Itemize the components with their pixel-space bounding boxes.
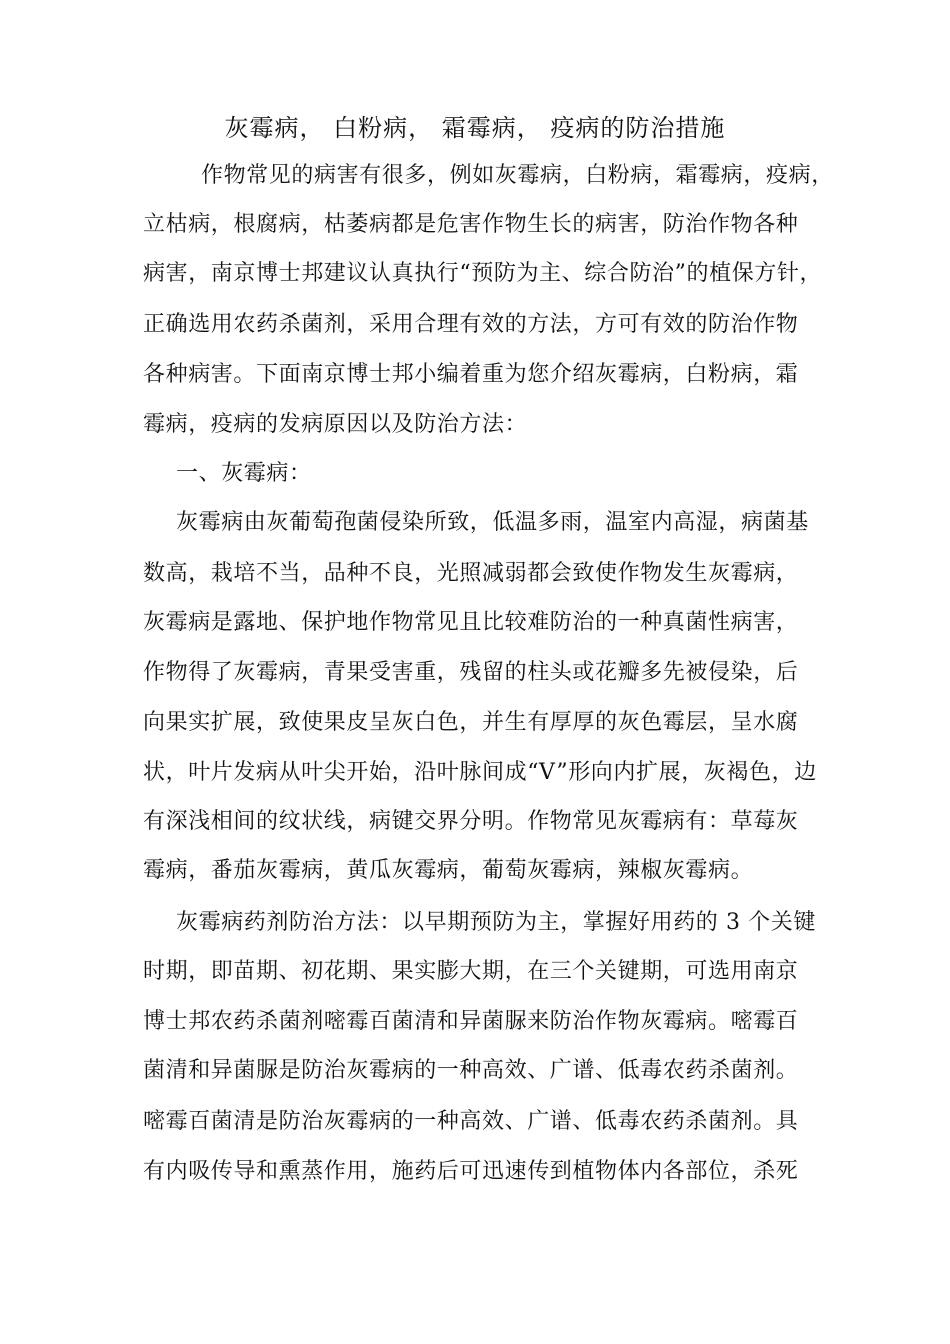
paragraph-line: 作物常见的病害有很多，例如灰霉病，白粉病，霜霉病，疫病， [201, 163, 834, 188]
paragraph-line: 嘧霉百菌清是防治灰霉病的一种高效、广谱、低毒农药杀菌剂。具 [143, 1109, 799, 1134]
paragraph-line: 灰霉病药剂防治方法：以早期预防为主，掌握好用药的 3 个关键 [176, 910, 816, 935]
paragraph-line: 各种病害。下面南京博士邦小编着重为您介绍灰霉病，白粉病，霜 [143, 362, 799, 387]
paragraph-line: 病害，南京博士邦建议认真执行“预防为主、综合防治”的植保方针， [143, 261, 823, 286]
paragraph-line: 数高，栽培不当，品种不良，光照减弱都会致使作物发生灰霉病， [143, 561, 799, 586]
section-heading: 一、灰霉病： [176, 461, 312, 486]
paragraph-line: 作物得了灰霉病，青果受害重，残留的柱头或花瓣多先被侵染，后 [143, 660, 799, 685]
document-title: 灰霉病， 白粉病， 霜霉病， 疫病的防治措施 [224, 114, 726, 142]
paragraph-line: 博士邦农药杀菌剂嘧霉百菌清和异菌脲来防治作物灰霉病。嘧霉百 [143, 1009, 799, 1034]
paragraph-line: 灰霉病由灰葡萄孢菌侵染所致，低温多雨，温室内高湿，病菌基 [176, 510, 809, 535]
paragraph-line: 有深浅相间的纹状线，病键交界分明。作物常见灰霉病有：草莓灰 [143, 809, 799, 834]
paragraph-line: 霉病，番茄灰霉病，黄瓜灰霉病，葡萄灰霉病，辣椒灰霉病。 [143, 858, 754, 883]
paragraph-line: 灰霉病是露地、保护地作物常见且比较难防治的一种真菌性病害， [143, 610, 799, 635]
paragraph-line: 正确选用农药杀菌剂，采用合理有效的方法，方可有效的防治作物 [143, 312, 799, 337]
paragraph-line: 立枯病，根腐病，枯萎病都是危害作物生长的病害，防治作物各种 [143, 212, 799, 237]
paragraph-line: 菌清和异菌脲是防治灰霉病的一种高效、广谱、低毒农药杀菌剂。 [143, 1058, 799, 1083]
paragraph-line: 有内吸传导和熏蒸作用，施药后可迅速传到植物体内各部位，杀死 [143, 1159, 799, 1184]
paragraph-line: 霉病，疫病的发病原因以及防治方法： [143, 412, 528, 437]
paragraph-line: 状，叶片发病从叶尖开始，沿叶脉间成“V”形向内扩展，灰褐色，边 [143, 760, 817, 785]
paragraph-line: 向果实扩展，致使果皮呈灰白色，并生有厚厚的灰色霉层，呈水腐 [143, 710, 799, 735]
paragraph-line: 时期，即苗期、初花期、果实膨大期，在三个关键期，可选用南京 [143, 959, 799, 984]
